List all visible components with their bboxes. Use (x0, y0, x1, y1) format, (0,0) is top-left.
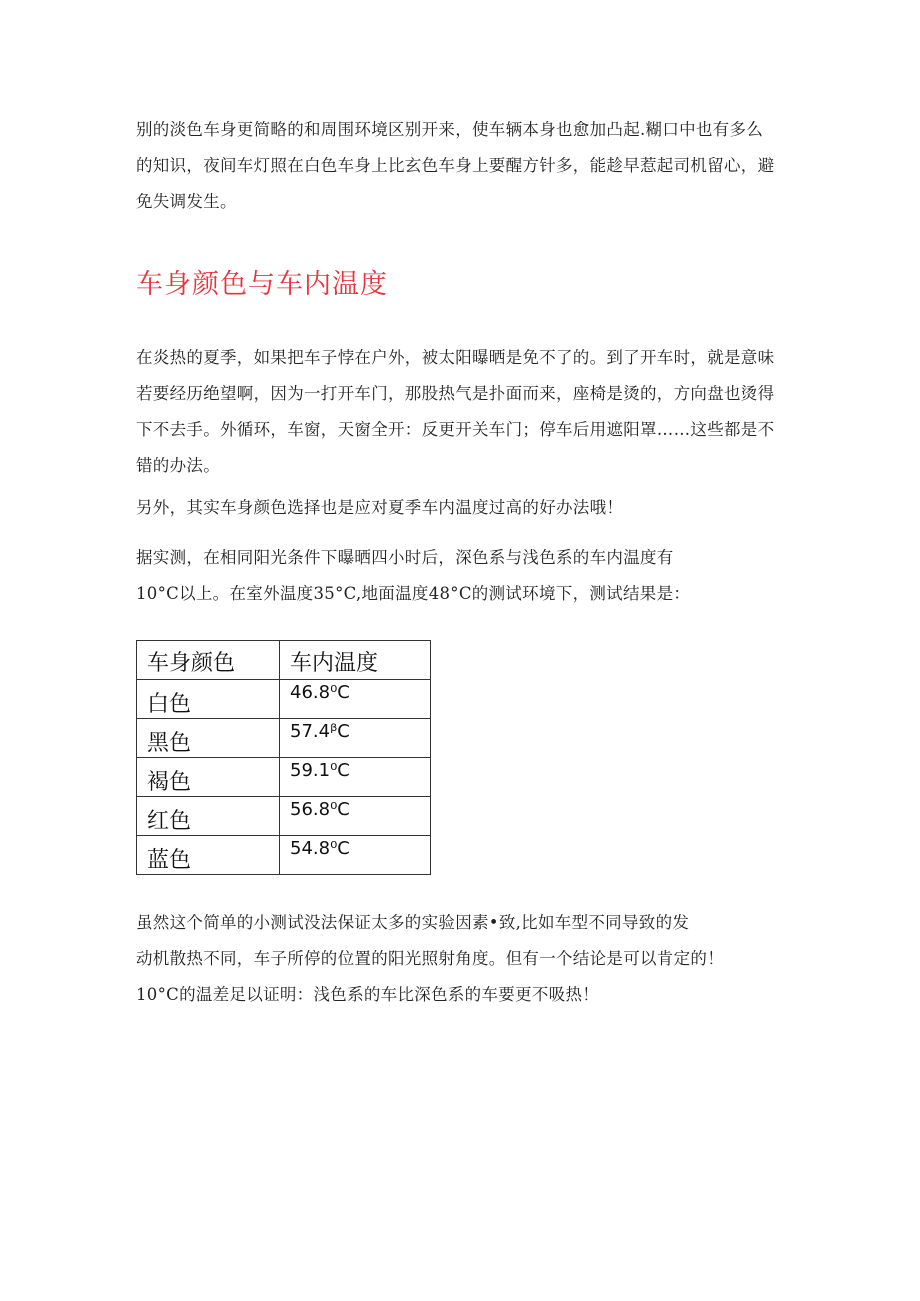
cell-color: 褐色 (137, 758, 280, 797)
cell-temperature: 56.8⁰C (280, 797, 431, 836)
cell-temperature: 46.8⁰C (280, 680, 431, 719)
text-line: 错的办法。 (136, 456, 220, 475)
text-line: 若要经历绝望啊，因为一打开车门，那股热气是扑面而来，座椅是烫的，方向盘也烫得 (136, 384, 775, 403)
table-row (137, 797, 431, 836)
text-line: 免失调发生。 (136, 192, 237, 211)
text-line: 10°C以上。在室外温度35°C,地面温度48°C的测试环境下，测试结果是： (136, 584, 691, 603)
header-cell-temperature: 车内温度 (280, 641, 431, 680)
header-cell-color: 车身颜色 (137, 641, 280, 680)
text-line: 10°C的温差足以证明：浅色系的车比深色系的车要更不吸热！ (136, 985, 600, 1004)
cell-color: 红色 (137, 797, 280, 836)
text-line: 据实测，在相同阳光条件下曝晒四小时后，深色系与浅色系的车内温度有 (136, 548, 674, 567)
summer-paragraph (136, 340, 796, 484)
section-heading: 车身颜色与车内温度 (136, 269, 388, 300)
table-row (137, 758, 431, 797)
cell-temperature: 54.8⁰C (280, 836, 431, 875)
cell-color: 白色 (137, 680, 280, 719)
text-line: 在炎热的夏季，如果把车子悖在户外，被太阳曝晒是免不了的。到了开车时，就是意味 (136, 348, 775, 367)
text-line: 虽然这个简单的小测试没法保证太多的实验因素•致,比如车型不同导致的发 (136, 913, 690, 932)
temperature-table (136, 640, 431, 875)
text-line: 的知识，夜间车灯照在白色车身上比玄色车身上要醒方针多，能趁早惹起司机留心，避 (136, 156, 775, 175)
cell-color: 蓝色 (137, 836, 280, 875)
table-row (137, 680, 431, 719)
table-row (137, 836, 431, 875)
table-header-row (137, 641, 431, 680)
cell-temperature: 57.4ᵝC (280, 719, 431, 758)
text-line: 动机散热不同，车子所停的位置的阳光照射角度。但有一个结论是可以肯定的！ (136, 949, 724, 968)
measurement-paragraph (136, 540, 796, 612)
color-choice-paragraph (136, 490, 796, 526)
cell-color: 黑色 (137, 719, 280, 758)
table-row (137, 719, 431, 758)
text-line: 下不去手。外循环，车窗，天窗全开：反更开关车门；停车后用遮阳罩……这些都是不 (136, 420, 775, 439)
text-line: 别的淡色车身更简略的和周围环境区别开来，使车辆本身也愈加凸起.糊口中也有多么 (136, 120, 764, 139)
text-line: 另外，其实车身颜色选择也是应对夏季车内温度过高的好办法哦！ (136, 498, 624, 517)
intro-paragraph (136, 112, 796, 220)
cell-temperature: 59.1⁰C (280, 758, 431, 797)
conclusion-paragraph (136, 905, 796, 1013)
